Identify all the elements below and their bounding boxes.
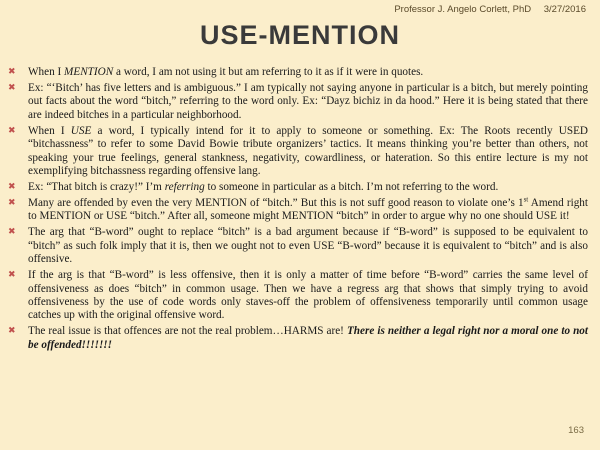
bullet-item: ✖ When I USE a word, I typically intend for it to apply to someone or something. Ex: The Roots recently USED “bitchassness” to refer to some David Bowie tribute organizers’ tactics. It means thinking you’re better than others, not speaking your true feelings, general stankness, negativity, cowardliness, or hateration. So this entire lecture is my not exemplifying bitchassness regarding offensive lang. [8,124,588,178]
bullet-item: ✖ Ex: “That bitch is crazy!” I’m referring to someone in particular as a bitch. I’m not referring to the word. [8,181,499,194]
slide-body [8,66,588,355]
slide-date: 3/27/2016 [543,4,586,15]
bullet-item: ✖ The real issue is that offences are not the real problem…HARMS are! There is neither a legal right nor a moral one to not be offended!!!!!!! [8,325,588,351]
x-mark-icon: ✖ [8,83,16,93]
bullet-list [8,66,588,352]
x-mark-icon: ✖ [8,227,16,238]
bullet-item: ✖ When I MENTION a word, I am not using it but am referring to it as if it were in quotes. [8,66,424,78]
x-mark-icon: ✖ [8,198,16,209]
x-mark-icon: ✖ [8,125,16,136]
x-mark-icon: ✖ [8,182,16,193]
bullet-item: ✖ If the arg is that “B-word” is less offensive, then it is only a matter of time before “B-word” carries the same level of offensiveness as does “bitch” in common usage. Then we have a regress arg that shows that simply trying to avoid offensiveness by the use of code words only staves-off the problem of offensiveness temporarily until common usage catches up with the original offensive word. [8,269,588,322]
slide-header [394,4,586,15]
x-mark-icon: ✖ [8,67,16,77]
page-number: 163 [568,425,584,436]
author-name: Professor J. Angelo Corlett, PhD [394,4,532,15]
bullet-item: ✖ The arg that “B-word” ought to replace “bitch” is a bad argument because if “B-word” is supposed to be equivalent to “bitch” as such folk imply that it is, then we ought not to even USE “B-word” because it is equivalent to “bitch” and is also offensive. [8,226,588,266]
slide-title: USE-MENTION [200,20,400,50]
x-mark-icon: ✖ [8,326,16,337]
x-mark-icon: ✖ [8,270,16,281]
bullet-item: ✖ Ex: “‘Bitch’ has five letters and is ambiguous.” I am typically not saying anyone in particular is a bitch, but merely pointing out facts about the word “bitch,” referring to the word only. Ex: “Dayz bichiz in da hood.” Here it is being stated that there are indeed bitches in a particular neighborhood. [8,82,588,121]
bullet-item: ✖ Many are offended by even the very MENTION of “bitch.” But this is not suff good reason to violate one’s 1st Amend right to MENTION or USE “bitch.” After all, someone might MENTION “bitch” in order to argue why no one should USE it! [8,195,588,223]
